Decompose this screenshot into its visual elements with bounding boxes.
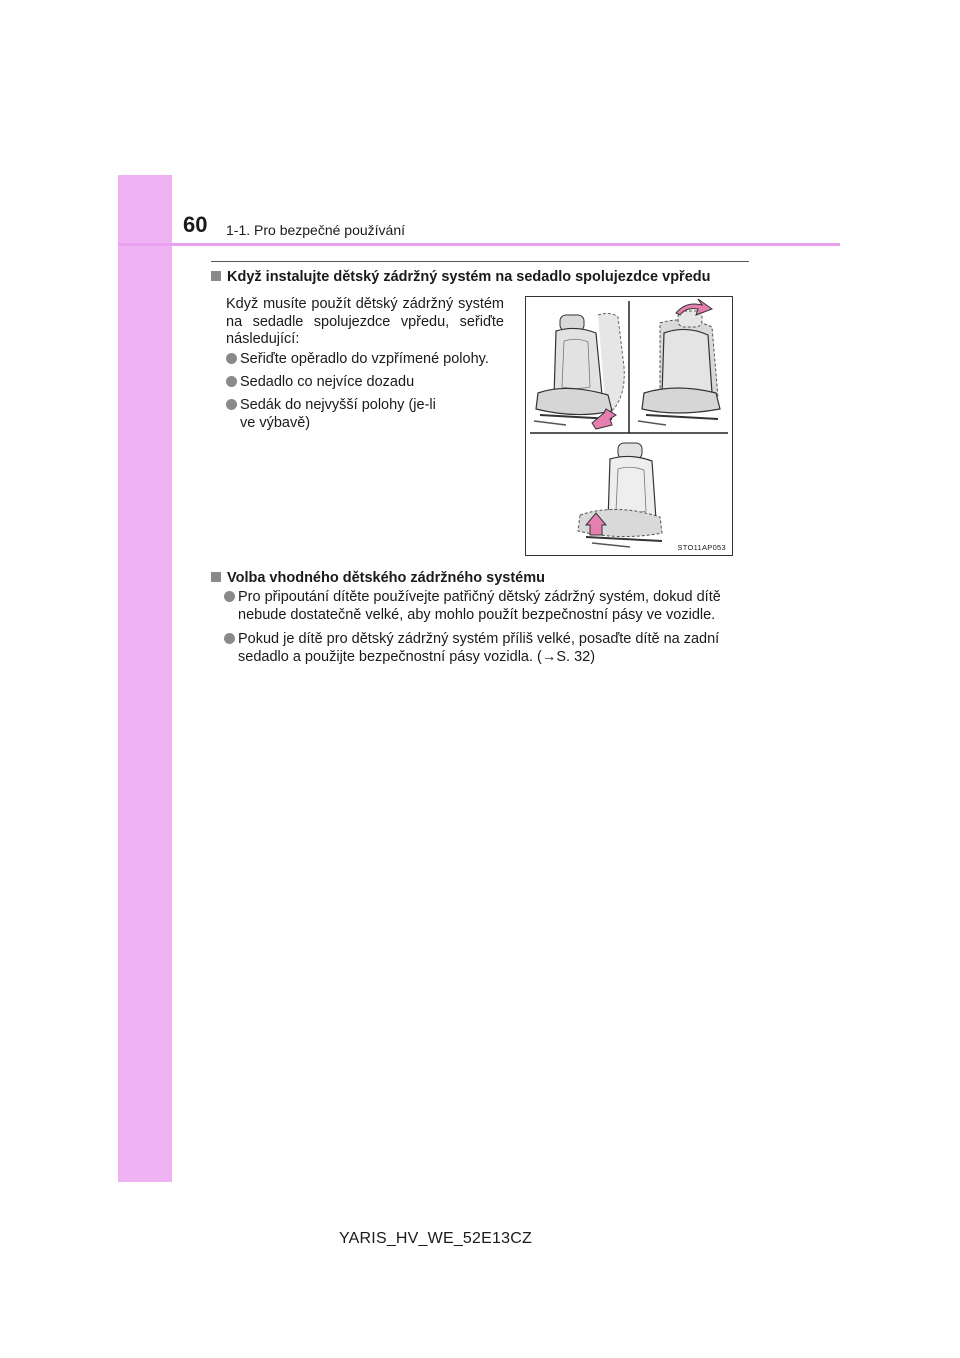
bullet-icon [226,399,237,410]
list-item: Sedák do nejvyšší polohy (je-li ve výbavě) [226,396,436,432]
heading-choose-restraint [211,569,545,587]
seat-illustration [526,297,732,555]
intro-paragraph: Když musíte použít dětský zádržný systém na sedadle spolujezdce vpředu, seřiďte následující: [226,296,504,347]
figure-code: STO11AP053 [677,543,726,552]
section-title: 1-1. Pro bezpečné používání [226,222,406,238]
bullet-icon [226,376,237,387]
bullet-icon [224,633,235,644]
heading-front-seat [211,268,710,286]
list-item: Pro připoutání dítěte používejte patřičný dětský zádržný systém, dokud dítě nebude dostatečně velké, aby mohlo použít bezpečnostní pásy ve vozidle. [224,588,752,624]
seat-adjustment-figure [525,296,733,556]
side-tab [118,175,172,1182]
document-code: YARIS_HV_WE_52E13CZ [339,1230,532,1247]
heading-choose-restraint-text: Volba vhodného dětského zádržného systému [227,570,545,586]
page-number: 60 [183,212,208,237]
square-bullet-icon [211,572,221,582]
heading-front-seat-text: Když instalujte dětský zádržný systém na sedadlo spolujezdce vpředu [227,269,711,285]
list-item: Pokud je dítě pro dětský zádržný systém příliš velké, posaďte dítě na zadní sedadlo a použijte bezpečnostní pásy vozidla. (→S. 32) [224,630,752,666]
bullet-icon [224,591,235,602]
bullet-icon [226,353,237,364]
seat-panel-slide [638,299,720,425]
section-divider [211,261,749,262]
seat-panel-height [578,443,662,547]
square-bullet-icon [211,271,221,281]
list-item: Sedadlo co nejvíce dozadu [226,373,516,391]
list-item: Seřiďte opěradlo do vzpřímené polohy. [226,350,516,368]
seat-panel-recline [534,313,624,429]
header-rule [118,243,840,246]
